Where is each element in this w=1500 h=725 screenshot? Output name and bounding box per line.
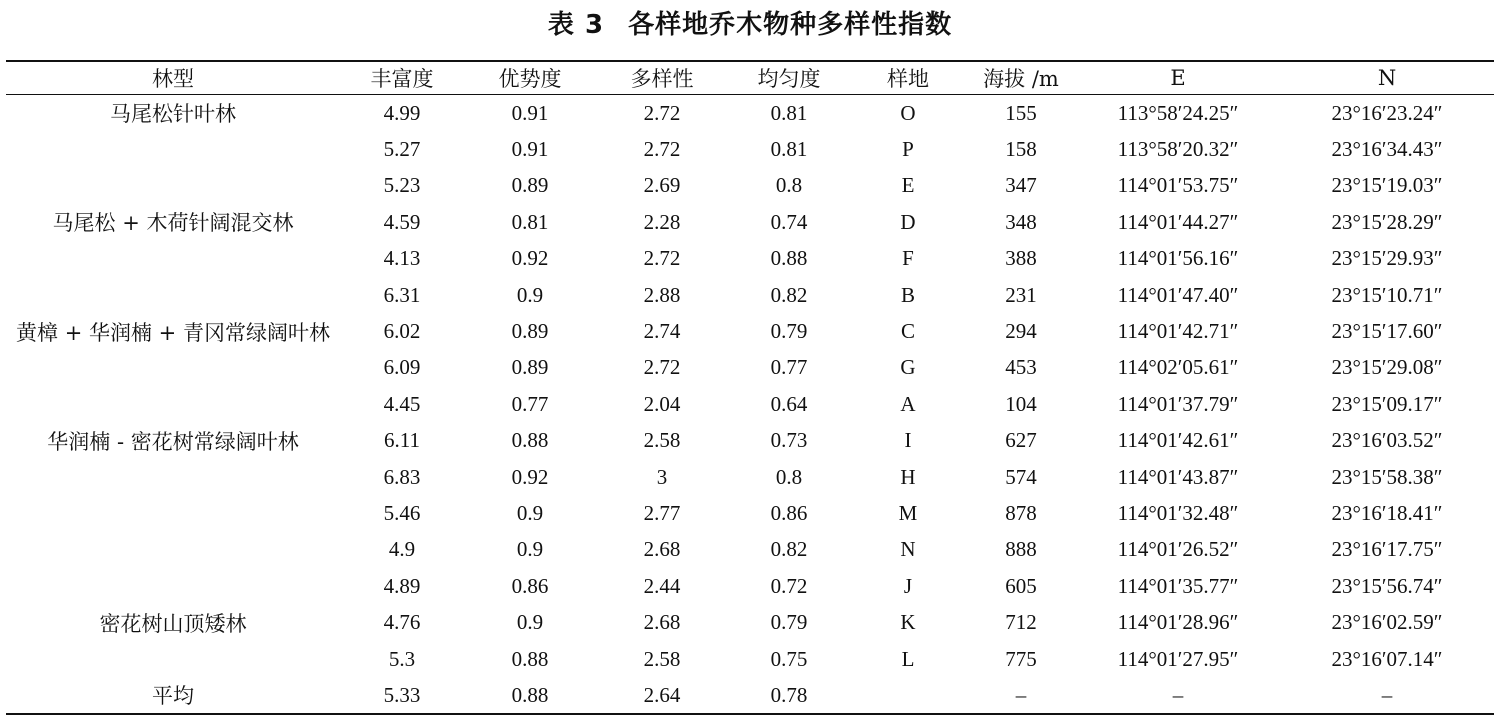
cell-longitude: 113°58′20.32″: [1117, 137, 1239, 162]
cell-richness: 4.9: [388, 537, 416, 562]
cell-diversity: 2.68: [643, 537, 681, 562]
cell-altitude: 348: [1005, 209, 1037, 234]
cell-latitude: 23°16′17.75″: [1331, 537, 1443, 562]
cell-evenness: 0.75: [770, 646, 808, 671]
cell-latitude: 23°15′29.08″: [1331, 355, 1443, 380]
cell-richness: 4.13: [383, 246, 421, 271]
cell-forest-type: [6, 131, 340, 167]
table-row: [6, 277, 1494, 313]
cell-dominance: 0.91: [511, 100, 549, 125]
cell-forest-type: 华润楠 - 密花树常绿阔叶林: [47, 429, 299, 454]
cell-latitude: 23°16′34.43″: [1331, 137, 1443, 162]
cell-forest-type: 马尾松 + 木荷针阔混交林: [52, 211, 294, 236]
cell-evenness: 0.74: [770, 209, 808, 234]
cell-diversity: 2.72: [643, 246, 681, 271]
cell-plot: A: [900, 391, 916, 416]
cell-richness: 6.09: [383, 355, 421, 380]
cell-plot: C: [900, 319, 915, 344]
cell-longitude: 114°01′43.87″: [1117, 464, 1239, 489]
cell-dominance: 0.88: [511, 428, 549, 453]
cell-richness: 6.02: [383, 319, 421, 344]
cell-forest-type: [6, 568, 340, 604]
cell-richness: 4.99: [383, 100, 421, 125]
cell-diversity: 2.64: [643, 682, 681, 707]
cell-diversity: 2.72: [643, 137, 681, 162]
table-row: [6, 350, 1494, 386]
cell-plot: O: [900, 100, 916, 125]
cell-dominance: 0.9: [516, 282, 544, 307]
cell-latitude: 23°15′10.71″: [1331, 282, 1443, 307]
table-row: [6, 386, 1494, 422]
cell-evenness: 0.72: [770, 573, 808, 598]
header-altitude: 海拔 /m: [983, 67, 1059, 91]
cell-diversity: 2.28: [643, 209, 681, 234]
cell-dominance: 0.9: [516, 537, 544, 562]
cell-plot: J: [903, 573, 913, 598]
cell-plot: B: [900, 282, 915, 307]
cell-dominance: 0.88: [511, 682, 549, 707]
header-evenness: 均匀度: [757, 67, 821, 91]
cell-evenness: 0.73: [770, 428, 808, 453]
cell-plot: H: [900, 464, 916, 489]
cell-dominance: 0.77: [511, 391, 549, 416]
cell-longitude: 113°58′24.25″: [1117, 100, 1239, 125]
cell-forest-type: [6, 495, 340, 531]
cell-altitude: –: [1015, 682, 1027, 707]
header-row: [6, 62, 1494, 94]
cell-forest-type: [6, 459, 340, 495]
cell-evenness: 0.86: [770, 500, 808, 525]
cell-diversity: 2.04: [643, 391, 681, 416]
cell-longitude: –: [1172, 682, 1184, 707]
cell-longitude: 114°01′32.48″: [1117, 500, 1239, 525]
cell-latitude: 23°15′19.03″: [1331, 173, 1443, 198]
table-row: [6, 241, 1494, 277]
cell-plot: L: [901, 646, 915, 671]
cell-richness: 6.31: [383, 282, 421, 307]
cell-altitude: 453: [1005, 355, 1037, 380]
table-body: [6, 95, 1494, 714]
cell-diversity: 2.77: [643, 500, 681, 525]
header-plot: 样地: [887, 67, 929, 91]
cell-evenness: 0.81: [770, 137, 808, 162]
cell-altitude: 347: [1005, 173, 1037, 198]
cell-latitude: –: [1381, 682, 1393, 707]
cell-diversity: 2.58: [643, 646, 681, 671]
cell-dominance: 0.92: [511, 246, 549, 271]
cell-dominance: 0.89: [511, 173, 549, 198]
table-row: [6, 568, 1494, 604]
cell-plot: D: [900, 209, 916, 234]
table-row: [6, 95, 1494, 131]
cell-latitude: 23°16′02.59″: [1331, 610, 1443, 635]
cell-latitude: 23°16′03.52″: [1331, 428, 1443, 453]
cell-longitude: 114°01′44.27″: [1117, 209, 1239, 234]
cell-evenness: 0.82: [770, 537, 808, 562]
cell-forest-type: [6, 277, 340, 313]
cell-forest-type: 密花树山顶矮林: [99, 611, 247, 636]
cell-latitude: 23°16′18.41″: [1331, 500, 1443, 525]
table-row: [6, 604, 1494, 640]
cell-altitude: 104: [1005, 391, 1037, 416]
cell-diversity: 2.88: [643, 282, 681, 307]
cell-diversity: 3: [656, 464, 668, 489]
cell-diversity: 2.69: [643, 173, 681, 198]
cell-richness: 5.23: [383, 173, 421, 198]
cell-longitude: 114°01′42.71″: [1117, 319, 1239, 344]
cell-plot: M: [898, 500, 918, 525]
cell-dominance: 0.89: [511, 319, 549, 344]
cell-forest-type: 平均: [152, 684, 194, 709]
table-row: [6, 641, 1494, 677]
cell-forest-type: [6, 168, 340, 204]
cell-altitude: 712: [1005, 610, 1037, 635]
cell-evenness: 0.82: [770, 282, 808, 307]
table-number: 表 3: [547, 10, 605, 40]
cell-richness: 4.45: [383, 391, 421, 416]
cell-diversity: 2.58: [643, 428, 681, 453]
cell-forest-type: [6, 532, 340, 568]
cell-evenness: 0.79: [770, 319, 808, 344]
cell-diversity: 2.72: [643, 100, 681, 125]
cell-longitude: 114°01′37.79″: [1117, 391, 1239, 416]
cell-diversity: 2.44: [643, 573, 681, 598]
cell-dominance: 0.91: [511, 137, 549, 162]
cell-forest-type: [6, 386, 340, 422]
table-row: [6, 204, 1494, 240]
cell-longitude: 114°01′53.75″: [1117, 173, 1239, 198]
header-forest-type: 林型: [152, 67, 194, 91]
cell-plot: G: [900, 355, 916, 380]
cell-altitude: 294: [1005, 319, 1037, 344]
cell-dominance: 0.86: [511, 573, 549, 598]
cell-forest-type: [6, 641, 340, 677]
cell-evenness: 0.64: [770, 391, 808, 416]
cell-diversity: 2.72: [643, 355, 681, 380]
table-row: [6, 677, 1494, 713]
cell-diversity: 2.74: [643, 319, 681, 344]
cell-richness: 4.89: [383, 573, 421, 598]
cell-diversity: 2.68: [643, 610, 681, 635]
cell-altitude: 158: [1005, 137, 1037, 162]
table-row: [6, 459, 1494, 495]
cell-forest-type: [6, 241, 340, 277]
cell-longitude: 114°01′35.77″: [1117, 573, 1239, 598]
cell-dominance: 0.92: [511, 464, 549, 489]
cell-altitude: 627: [1005, 428, 1037, 453]
cell-latitude: 23°15′17.60″: [1331, 319, 1443, 344]
header-richness: 丰富度: [370, 67, 434, 91]
cell-forest-type: 马尾松针叶林: [110, 102, 236, 127]
cell-evenness: 0.81: [770, 100, 808, 125]
cell-latitude: 23°16′23.24″: [1331, 100, 1443, 125]
cell-evenness: 0.88: [770, 246, 808, 271]
cell-richness: 5.33: [383, 682, 421, 707]
table-row: [6, 423, 1494, 459]
cell-latitude: 23°15′28.29″: [1331, 209, 1443, 234]
cell-longitude: 114°01′28.96″: [1117, 610, 1239, 635]
cell-richness: 4.76: [383, 610, 421, 635]
table-title: 各样地乔木物种多样性指数: [628, 10, 953, 40]
cell-latitude: 23°15′58.38″: [1331, 464, 1443, 489]
table-row: [6, 532, 1494, 568]
cell-altitude: 775: [1005, 646, 1037, 671]
cell-plot: K: [900, 610, 916, 635]
cell-altitude: 388: [1005, 246, 1037, 271]
cell-richness: 5.46: [383, 500, 421, 525]
cell-evenness: 0.77: [770, 355, 808, 380]
cell-richness: 6.83: [383, 464, 421, 489]
cell-longitude: 114°01′27.95″: [1117, 646, 1239, 671]
cell-plot: [850, 677, 966, 713]
cell-longitude: 114°02′05.61″: [1117, 355, 1239, 380]
table-caption: [0, 0, 1500, 50]
table-row: [6, 313, 1494, 349]
cell-plot: P: [902, 137, 914, 162]
header-longitude: E: [1170, 66, 1186, 90]
cell-richness: 4.59: [383, 209, 421, 234]
header-dominance: 优势度: [498, 67, 562, 91]
table-row: [6, 168, 1494, 204]
cell-dominance: 0.81: [511, 209, 549, 234]
cell-longitude: 114°01′42.61″: [1117, 428, 1239, 453]
cell-richness: 5.27: [383, 137, 421, 162]
cell-dominance: 0.89: [511, 355, 549, 380]
cell-forest-type: 黄樟 + 华润楠 + 青冈常绿阔叶林: [16, 320, 330, 345]
cell-plot: I: [904, 428, 912, 453]
cell-altitude: 605: [1005, 573, 1037, 598]
cell-plot: E: [901, 173, 915, 198]
cell-richness: 6.11: [384, 428, 420, 453]
cell-plot: N: [900, 537, 916, 562]
cell-altitude: 231: [1005, 282, 1037, 307]
diversity-table: [6, 62, 1494, 714]
cell-altitude: 574: [1005, 464, 1037, 489]
cell-longitude: 114°01′56.16″: [1117, 246, 1239, 271]
cell-dominance: 0.9: [516, 610, 544, 635]
header-latitude: N: [1377, 66, 1397, 90]
header-diversity: 多样性: [630, 67, 694, 91]
cell-dominance: 0.9: [516, 500, 544, 525]
table-row: [6, 495, 1494, 531]
cell-longitude: 114°01′47.40″: [1117, 282, 1239, 307]
cell-altitude: 155: [1005, 100, 1037, 125]
cell-richness: 5.3: [388, 646, 416, 671]
cell-evenness: 0.78: [770, 682, 808, 707]
cell-plot: F: [902, 246, 914, 271]
cell-evenness: 0.8: [775, 464, 803, 489]
cell-dominance: 0.88: [511, 646, 549, 671]
cell-latitude: 23°16′07.14″: [1331, 646, 1443, 671]
cell-altitude: 888: [1005, 537, 1037, 562]
table-row: [6, 131, 1494, 167]
cell-latitude: 23°15′56.74″: [1331, 573, 1443, 598]
cell-evenness: 0.8: [775, 173, 803, 198]
cell-latitude: 23°15′29.93″: [1331, 246, 1443, 271]
cell-forest-type: [6, 350, 340, 386]
cell-longitude: 114°01′26.52″: [1117, 537, 1239, 562]
cell-latitude: 23°15′09.17″: [1331, 391, 1443, 416]
cell-evenness: 0.79: [770, 610, 808, 635]
cell-altitude: 878: [1005, 500, 1037, 525]
